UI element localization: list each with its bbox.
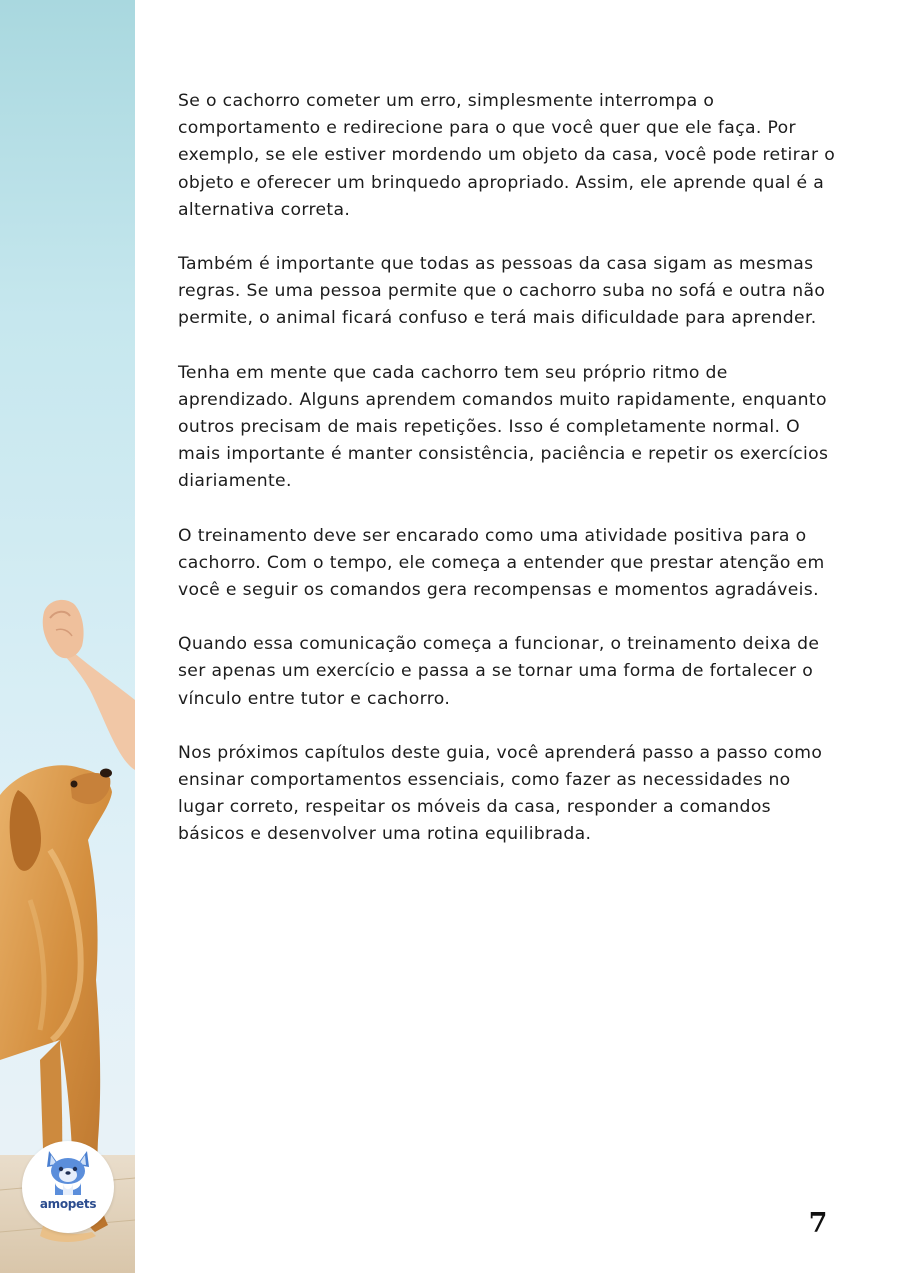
paragraph: Se o cachorro cometer um erro, simplesmente interrompa o comportamento e redirecione para o que você quer que ele faça. Por exemplo, se ele estiver mordendo um objeto da casa, você pode retirar o objeto e oferecer um brinquedo apropriado. Assim, ele aprende qual é a alternativa correta. xyxy=(178,91,836,220)
side-photo-strip xyxy=(0,0,135,1273)
paragraph: Quando essa comunicação começa a funcionar, o treinamento deixa de ser apenas um exercício e passa a se tornar uma forma de fortalecer o vínculo entre tutor e cachorro. xyxy=(178,634,820,709)
body-text xyxy=(178,88,838,876)
corgi-logo-icon xyxy=(41,1147,95,1199)
logo-wordmark: amopets xyxy=(39,1197,97,1211)
paragraph: Tenha em mente que cada cachorro tem seu próprio ritmo de aprendizado. Alguns aprendem comandos muito rapidamente, enquanto outros precisam de mais repetições. Isso é completamente normal. O mais importante é manter consistência, paciência e repetir os exercícios diariamente. xyxy=(178,362,829,492)
amopets-logo-badge xyxy=(22,1141,114,1233)
paragraph: Também é importante que todas as pessoas da casa sigam as mesmas regras. Se uma pessoa permite que o cachorro suba no sofá e outra não permite, o animal ficará confuso e terá mais dificuldade para aprender. xyxy=(178,254,826,329)
paragraph: Nos próximos capítulos deste guia, você aprenderá passo a passo como ensinar comportamentos essenciais, como fazer as necessidades no lugar correto, respeitar os móveis da casa, responder a comandos básicos e desenvolver uma rotina equilibrada. xyxy=(178,742,823,845)
paragraph: O treinamento deve ser encarado como uma atividade positiva para o cachorro. Com o tempo, ele começa a entender que prestar atenção em você e seguir os comandos gera recompensas e momentos agradáveis. xyxy=(178,525,825,601)
golden-retriever-and-hand-photo xyxy=(0,0,135,1273)
page-number: 7 xyxy=(808,1208,828,1239)
